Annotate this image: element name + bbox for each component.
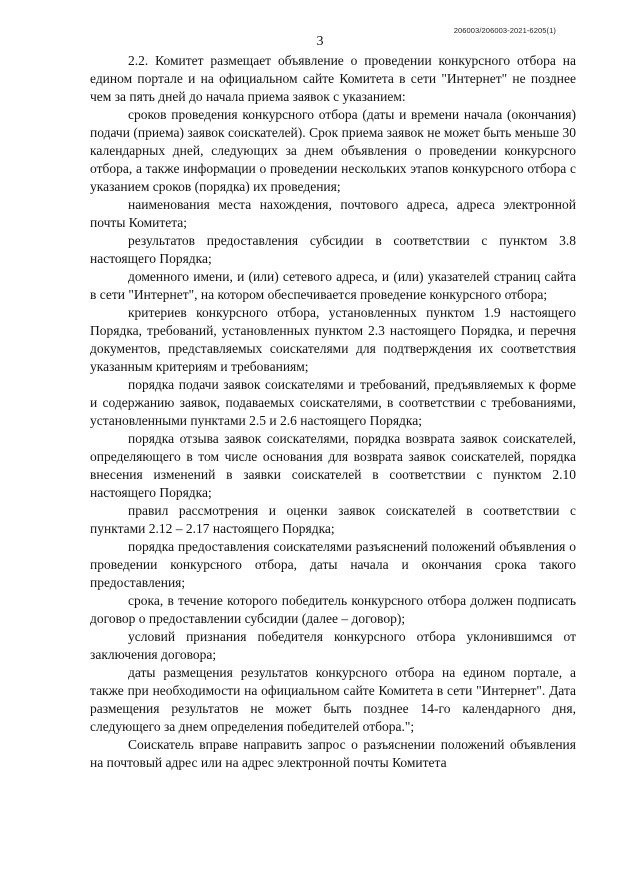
paragraph: Соискатель вправе направить запрос о разъяснении положений объявления на почтовый адрес или на адрес электронной почты Комитета: [90, 737, 576, 770]
document-id: 206003/206003-2021-6205(1): [453, 26, 556, 35]
paragraph: порядка отзыва заявок соискателями, порядка возврата заявок соискателей, определяющего в том числе основания для возврата заявок соискателей, порядка внесения изменений в заявки соискателей в соответствии с пунктом 2.10 настоящего Порядка;: [90, 431, 576, 500]
paragraph: условий признания победителя конкурсного отбора уклонившимся от заключения договора;: [90, 629, 576, 662]
paragraph: результатов предоставления субсидии в соответствии с пунктом 3.8 настоящего Порядка;: [90, 233, 576, 266]
paragraph: даты размещения результатов конкурсного отбора на едином портале, а также при необходимости на официальном сайте Комитета в сети "Интернет". Дата размещения результатов не может быть позднее 14-го календарного дня, следующего за днем определения победителей отбора.";: [90, 665, 576, 734]
paragraph: 2.2. Комитет размещает объявление о проведении конкурсного отбора на едином портале и на официальном сайте Комитета в сети "Интернет" не позднее чем за пять дней до начала приема заявок с указанием:: [90, 53, 576, 104]
paragraph: доменного имени, и (или) сетевого адреса, и (или) указателей страниц сайта в сети "Интернет", на котором обеспечивается проведение конкурсного отбора;: [90, 269, 576, 302]
document-body: [90, 52, 576, 772]
paragraph: наименования места нахождения, почтового адреса, адреса электронной почты Комитета;: [90, 197, 576, 230]
paragraph: правил рассмотрения и оценки заявок соискателей в соответствии с пунктами 2.12 – 2.17 настоящего Порядка;: [90, 503, 576, 536]
paragraph: порядка предоставления соискателями разъяснений положений объявления о проведении конкурсного отбора, даты начала и окончания срока такого предоставления;: [90, 539, 576, 590]
paragraph: сроков проведения конкурсного отбора (даты и времени начала (окончания) подачи (приема) заявок соискателей). Срок приема заявок не может быть меньше 30 календарных дней, следующих за днем объявления о проведении конкурсного отбора, а также информации о проведении нескольких этапов конкурсного отбора с указанием сроков (порядка) их проведения;: [90, 107, 576, 194]
paragraph: срока, в течение которого победитель конкурсного отбора должен подписать договор о предоставлении субсидии (далее – договор);: [90, 593, 576, 626]
page-number: 3: [316, 34, 324, 49]
paragraph: порядка подачи заявок соискателями и требований, предъявляемых к форме и содержанию заявок, подаваемых соискателями, в соответствии с требованиями, установленными пунктами 2.5 и 2.6 настоящего Порядка;: [90, 377, 576, 428]
paragraph: критериев конкурсного отбора, установленных пунктом 1.9 настоящего Порядка, требований, установленных пунктом 2.3 настоящего Порядка, и перечня документов, представляемых соискателями для подтверждения их соответствия указанным критериям и требованиям;: [90, 305, 576, 374]
